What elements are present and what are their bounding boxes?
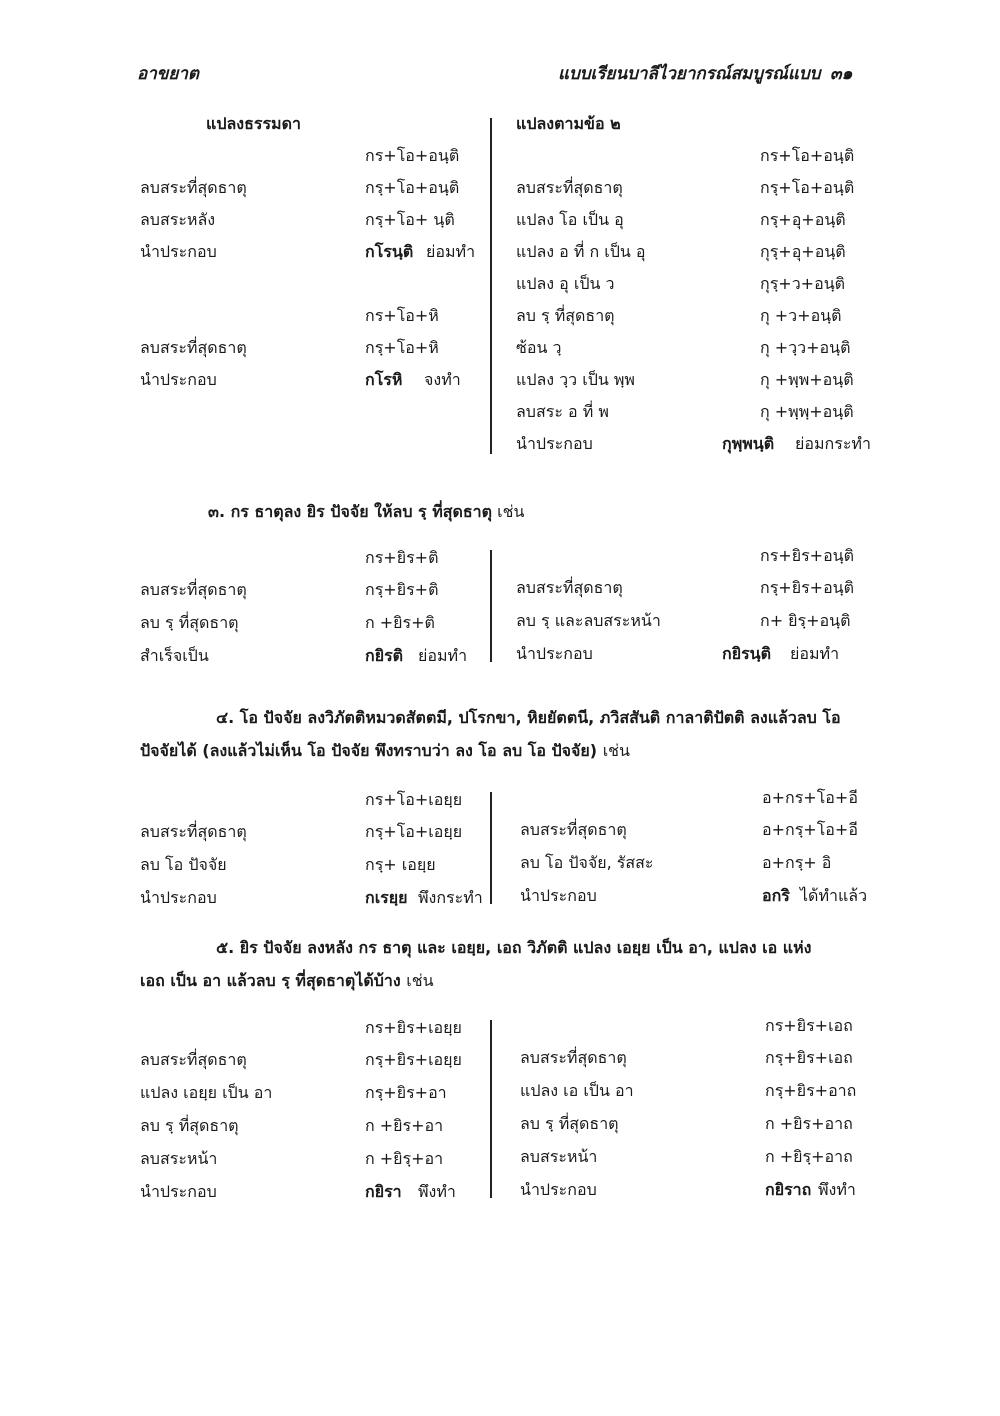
- sec4-line2-tail: เช่น: [602, 741, 630, 760]
- sec3-right-form-0: กร+ยิร+อนฺติ: [760, 546, 854, 565]
- sec5-right-form-2: กรฺ+ยิร+อาถ: [765, 1081, 857, 1100]
- sec1-right-title: แปลงตามข้อ ๒: [516, 114, 621, 133]
- sec5-line2: เอถ เป็น อา แล้วลบ รฺ ที่สุดธาตุได้บ้าง: [140, 971, 401, 990]
- sec1-right-label-1: ลบสระที่สุดธาตุ: [516, 178, 623, 197]
- sec1-left-form-0: กร+โอ+อนฺติ: [365, 146, 460, 165]
- sec5-right-label-4: ลบสระหน้า: [520, 1147, 598, 1166]
- sec4-right-form-0: อ+กร+โอ+อี: [762, 788, 858, 807]
- sec1-left-label-1: ลบสระที่สุดธาตุ: [140, 178, 247, 197]
- sec3-left-label-3: สำเร็จเป็น: [140, 646, 209, 665]
- sec3-right-label-3: นำประกอบ: [516, 644, 593, 663]
- sec5-line1: ๕. ยิร ปัจจัย ลงหลัง กร ธาตุ และ เอยฺย, เอถ วิภัตติ แปลง เอยฺย เป็น อา, แปลง เอ แห่ง: [216, 938, 812, 957]
- sec5-line2-tail: เช่น: [406, 971, 434, 990]
- sec4-left-label-3: นำประกอบ: [140, 888, 217, 907]
- sec3-left-note-3: ย่อมทำ: [418, 646, 468, 665]
- sec4-left-form-3: กเรยฺย: [365, 888, 408, 907]
- sec5-right-label-1: ลบสระที่สุดธาตุ: [520, 1048, 627, 1067]
- sec3-right-form-1: กรฺ+ยิร+อนฺติ: [760, 578, 854, 597]
- sec4-right-label-3: นำประกอบ: [520, 886, 597, 905]
- running-header-left: อาขยาต: [137, 64, 199, 84]
- sec5-left-form-4: ก +ยิรฺ+อา: [365, 1149, 444, 1168]
- sec1-right-form-8: กุ +พฺพฺ+อนฺติ: [760, 402, 854, 421]
- sec4-right-form-3: อกริ: [762, 886, 790, 905]
- sec1-right-form-0: กร+โอ+อนฺติ: [760, 146, 855, 165]
- sec1-left-form-4: กร+โอ+หิ: [365, 306, 439, 325]
- sec1-left-label-3: นำประกอบ: [140, 242, 217, 261]
- sec5-left-form-5: กยิรา: [365, 1182, 402, 1201]
- sec3-right-form-3: กยิรนฺติ: [722, 644, 771, 663]
- sec4-left-form-2: กรฺ+ เอยฺย: [365, 855, 436, 874]
- sec1-left-form-1: กรฺ+โอ+อนฺติ: [365, 178, 460, 197]
- sec3-heading-text: ๓. กร ธาตุลง ยิร ปัจจัย ให้ลบ รฺ ที่สุดธาตุ: [208, 502, 493, 521]
- sec1-right-label-5: ลบ รฺ ที่สุดธาตุ: [516, 306, 615, 325]
- sec5-left-form-3: ก +ยิร+อา: [365, 1116, 444, 1135]
- sec1-left-form-6: กโรหิ: [365, 370, 403, 389]
- sec4-left-label-2: ลบ โอ ปัจจัย: [140, 855, 227, 874]
- sec1-right-label-3: แปลง อ ที่ ก เป็น อุ: [516, 242, 646, 261]
- sec4-right-form-1: อ+กรฺ+โอ+อี: [762, 820, 858, 839]
- sec1-left-label-5: ลบสระที่สุดธาตุ: [140, 338, 247, 357]
- sec1-right-form-9: กุพฺพนฺติ: [722, 434, 775, 453]
- sec4-left-form-1: กรฺ+โอ+เอยฺย: [365, 822, 463, 841]
- sec3-column-divider: [490, 550, 492, 662]
- sec1-left-note-3: ย่อมทำ: [426, 242, 476, 261]
- sec1-left-form-2: กรฺ+โอ+ นฺติ: [365, 210, 455, 229]
- sec1-right-label-8: ลบสระ อ ที่ พ: [516, 402, 609, 421]
- sec5-left-form-0: กร+ยิร+เอยฺย: [365, 1018, 462, 1037]
- sec5-left-label-5: นำประกอบ: [140, 1182, 217, 1201]
- sec4-right-note-3: ได้ทำแล้ว: [800, 886, 868, 905]
- sec1-right-label-6: ซ้อน วฺ: [516, 338, 562, 357]
- sec5-right-form-1: กรฺ+ยิร+เอถ: [765, 1048, 853, 1067]
- sec3-right-label-1: ลบสระที่สุดธาตุ: [516, 578, 623, 597]
- sec3-right-form-2: ก+ ยิรฺ+อนฺติ: [760, 611, 851, 630]
- sec1-right-form-5: กุ +ว+อนฺติ: [760, 306, 842, 325]
- sec1-right-label-9: นำประกอบ: [516, 434, 593, 453]
- sec4-right-label-2: ลบ โอ ปัจจัย, รัสสะ: [520, 853, 654, 872]
- sec3-left-form-2: ก +ยิร+ติ: [365, 613, 435, 632]
- sec5-left-label-3: ลบ รฺ ที่สุดธาตุ: [140, 1116, 239, 1135]
- sec5-right-label-2: แปลง เอ เป็น อา: [520, 1081, 634, 1100]
- sec1-left-label-2: ลบสระหลัง: [140, 210, 216, 229]
- sec5-left-label-2: แปลง เอยฺย เป็น อา: [140, 1083, 273, 1102]
- sec1-right-label-2: แปลง โอ เป็น อุ: [516, 210, 624, 229]
- sec1-right-form-3: กุรฺ+อุ+อนฺติ: [760, 242, 846, 261]
- sec5-column-divider: [490, 1020, 492, 1198]
- sec5-right-form-4: ก +ยิรฺ+อาถ: [765, 1147, 853, 1166]
- sec5-right-label-3: ลบ รฺ ที่สุดธาตุ: [520, 1114, 619, 1133]
- sec1-column-divider: [490, 118, 492, 454]
- sec3-heading-tail: เช่น: [497, 502, 525, 521]
- sec3-right-note-3: ย่อมทำ: [790, 644, 840, 663]
- sec3-left-form-1: กรฺ+ยิร+ติ: [365, 580, 439, 599]
- sec1-right-note-9: ย่อมกระทำ: [795, 434, 871, 453]
- sec5-left-label-1: ลบสระที่สุดธาตุ: [140, 1050, 247, 1069]
- sec1-right-label-7: แปลง วฺว เป็น พฺพ: [516, 370, 635, 389]
- sec3-left-form-3: กยิรติ: [365, 646, 404, 665]
- sec4-right-form-2: อ+กรฺ+ อิ: [762, 853, 832, 872]
- sec4-paragraph: [140, 708, 860, 760]
- sec4-left-form-0: กร+โอ+เอยฺย: [365, 790, 463, 809]
- sec1-left-title: แปลงธรรมดา: [206, 114, 301, 133]
- sec1-left-form-5: กรฺ+โอ+หิ: [365, 338, 439, 357]
- sec5-left-form-2: กรฺ+ยิร+อา: [365, 1083, 447, 1102]
- sec3-right-label-2: ลบ รฺ และลบสระหน้า: [516, 611, 661, 630]
- sec3-left-label-2: ลบ รฺ ที่สุดธาตุ: [140, 613, 239, 632]
- sec5-right-form-0: กร+ยิร+เอถ: [765, 1016, 853, 1035]
- sec1-left-form-3: กโรนฺติ: [365, 242, 414, 261]
- sec1-right-form-7: กุ +พฺพ+อนฺติ: [760, 370, 854, 389]
- sec4-line2: ปัจจัยได้ (ลงแล้วไม่เห็น โอ ปัจจัย พึงทราบว่า ลง โอ ลบ โอ ปัจจัย): [140, 741, 598, 760]
- sec4-left-note-3: พึงกระทำ: [418, 888, 483, 907]
- sec5-right-note-5: พึงทำ: [818, 1180, 856, 1199]
- sec1-right-form-2: กรฺ+อุ+อนฺติ: [760, 210, 846, 229]
- sec5-right-form-3: ก +ยิร+อาถ: [765, 1114, 853, 1133]
- sec1-left-note-6: จงทำ: [424, 370, 461, 389]
- page-number: ๓๑: [830, 64, 853, 84]
- sec1-right-form-4: กุรฺ+ว+อนฺติ: [760, 274, 846, 293]
- running-header-title: แบบเรียนบาลีไวยากรณ์สมบูรณ์แบบ: [558, 64, 821, 84]
- sec1-right-form-1: กรฺ+โอ+อนฺติ: [760, 178, 855, 197]
- sec3-left-label-1: ลบสระที่สุดธาตุ: [140, 580, 247, 599]
- sec3-heading: [208, 502, 524, 522]
- sec1-right-form-6: กุ +วฺว+อนฺติ: [760, 338, 851, 357]
- sec4-column-divider: [490, 792, 492, 904]
- sec4-left-label-1: ลบสระที่สุดธาตุ: [140, 822, 247, 841]
- sec5-right-form-5: กยิราถ: [765, 1180, 812, 1199]
- sec5-right-label-5: นำประกอบ: [520, 1180, 597, 1199]
- sec5-left-form-1: กรฺ+ยิร+เอยฺย: [365, 1050, 462, 1069]
- sec3-left-form-0: กร+ยิร+ติ: [365, 548, 439, 567]
- sec4-line1: ๔. โอ ปัจจัย ลงวิภัตติหมวดสัตตมี, ปโรกขา, หิยยัตตนี, ภวิสสันติ กาลาติปัตติ ลงแล้วลบ โอ: [216, 708, 841, 727]
- sec5-left-label-4: ลบสระหน้า: [140, 1149, 218, 1168]
- sec4-right-label-1: ลบสระที่สุดธาตุ: [520, 820, 627, 839]
- sec1-right-label-4: แปลง อุ เป็น ว: [516, 274, 615, 293]
- sec5-left-note-5: พึงทำ: [418, 1182, 456, 1201]
- sec5-paragraph: [140, 938, 860, 990]
- sec1-left-label-6: นำประกอบ: [140, 370, 217, 389]
